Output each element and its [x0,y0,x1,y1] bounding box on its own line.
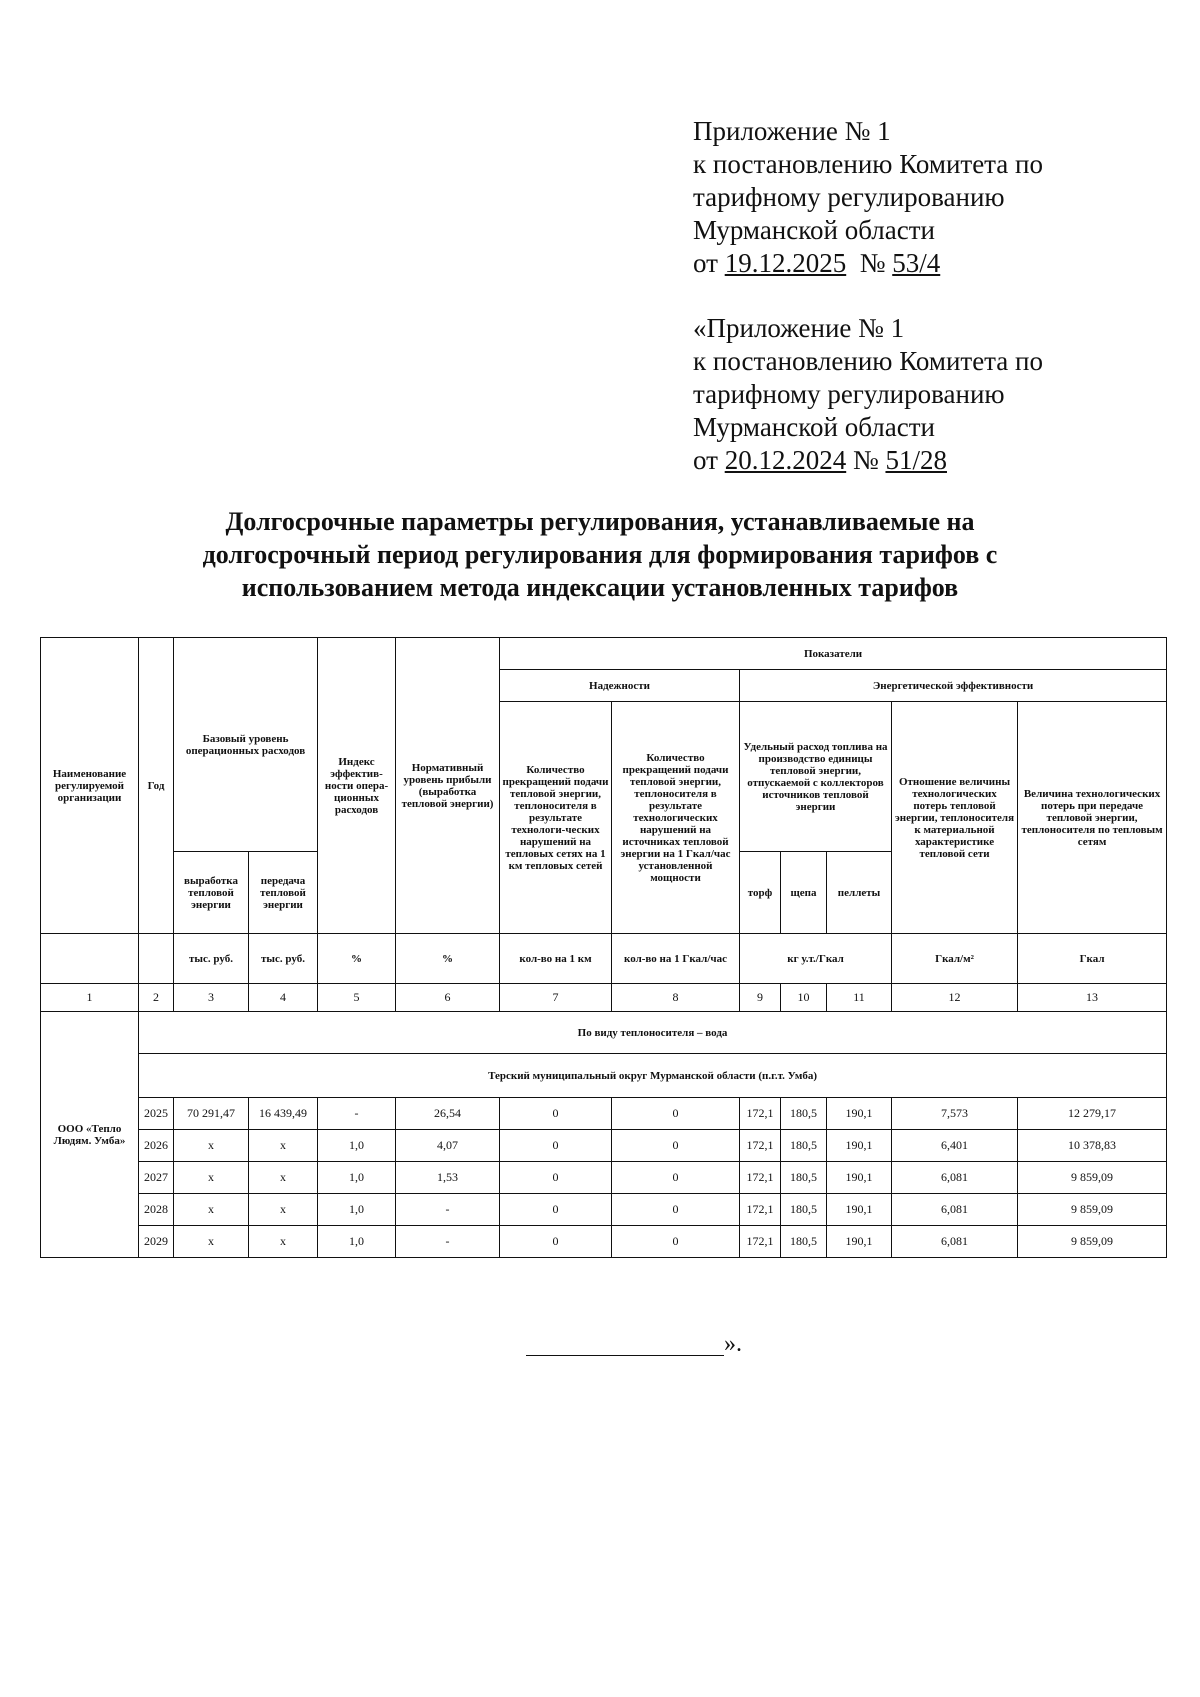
cell-pellets: 190,1 [827,1162,892,1194]
cell-trans: 16 439,49 [249,1098,318,1130]
cell-ratio: 7,573 [892,1098,1018,1130]
cell-net: 0 [500,1194,612,1226]
unit-empty [41,934,139,984]
cell-profit: 4,07 [396,1130,500,1162]
table-row [41,1226,1167,1258]
cell-src: 0 [612,1130,740,1162]
cell-year: 2029 [139,1226,174,1258]
appendix-line: к постановлению Комитета по [693,346,1043,376]
header-norm-profit: Нормативный уровень прибыли (выработка тепловой энергии) [396,638,500,934]
table-row [41,1098,1167,1130]
org-name-cell: ООО «Тепло Людям. Умба» [41,1012,139,1258]
header-reliability: Надежности [500,670,740,702]
title-line: использованием метода индексации установленных тарифов [241,573,959,602]
number-prefix: № [859,248,886,278]
cell-loss: 9 859,09 [1018,1226,1167,1258]
cell-ratio: 6,081 [892,1162,1018,1194]
unit-rel-src: кол-во на 1 Гкал/час [612,934,740,984]
appendix-header-new [693,115,1173,280]
cell-pellets: 190,1 [827,1226,892,1258]
appendix-number: 51/28 [885,445,947,475]
cell-profit: - [396,1194,500,1226]
closing-underline [526,1355,724,1356]
unit-fuel: кг у.т./Гкал [740,934,892,984]
unit-base-trans: тыс. руб. [249,934,318,984]
title-line: долгосрочный период регулирования для формирования тарифов с [202,540,998,569]
cell-eff: 1,0 [318,1130,396,1162]
cell-net: 0 [500,1162,612,1194]
cell-pellets: 190,1 [827,1194,892,1226]
cell-gen: 70 291,47 [174,1098,249,1130]
col-number: 4 [249,984,318,1012]
header-year: Год [139,638,174,934]
date-prefix: от [693,248,718,278]
cell-net: 0 [500,1098,612,1130]
cell-year: 2027 [139,1162,174,1194]
cell-loss: 9 859,09 [1018,1162,1167,1194]
appendix-date-line [693,444,1173,477]
header-base-gen: выработка тепловой энергии [174,852,249,934]
cell-trans: x [249,1130,318,1162]
cell-net: 0 [500,1226,612,1258]
number-prefix: № [852,445,879,475]
cell-eff: 1,0 [318,1162,396,1194]
cell-loss: 9 859,09 [1018,1194,1167,1226]
header-energy-eff: Энергетической эффективности [740,670,1167,702]
col-number: 13 [1018,984,1167,1012]
parameters-table [40,637,1167,1258]
header-base-trans: передача тепловой энергии [249,852,318,934]
header-loss-value: Величина технологических потерь при передаче тепловой энергии, теплоносителя по тепловым сетям [1018,702,1167,934]
appendix-number: 53/4 [892,248,941,278]
appendix-date: 19.12.2025 [724,248,847,278]
appendix-line: Мурманской области [693,215,935,245]
appendix-line: Приложение № 1 [693,116,891,146]
cell-ratio: 6,081 [892,1226,1018,1258]
closing-mark [526,1331,776,1361]
header-base-level: Базовый уровень операционных расходов [174,638,318,852]
appendix-header-old [693,312,1173,477]
cell-src: 0 [612,1194,740,1226]
cell-loss: 12 279,17 [1018,1098,1167,1130]
appendix-date: 20.12.2024 [724,445,847,475]
document-title [150,505,1050,604]
section-heat-carrier: По виду теплоносителя – вода [139,1012,1167,1054]
unit-base-gen: тыс. руб. [174,934,249,984]
cell-net: 0 [500,1130,612,1162]
cell-profit: - [396,1226,500,1258]
appendix-line: Мурманской области [693,412,935,442]
col-number: 7 [500,984,612,1012]
cell-src: 0 [612,1098,740,1130]
appendix-date-line [693,247,1173,280]
cell-year: 2028 [139,1194,174,1226]
appendix-line: «Приложение № 1 [693,313,905,343]
cell-peat: 172,1 [740,1194,781,1226]
header-rel-src: Количество прекращений подачи тепловой энергии, теплоносителя в результате технологических нарушений на источниках тепловой энергии на 1 Гкал/час установленной мощности [612,702,740,934]
cell-trans: x [249,1162,318,1194]
header-indicators: Показатели [500,638,1167,670]
date-prefix: от [693,445,718,475]
col-number: 8 [612,984,740,1012]
unit-loss-value: Гкал [1018,934,1167,984]
column-number-row [41,984,1167,1012]
col-number: 11 [827,984,892,1012]
cell-ratio: 6,081 [892,1194,1018,1226]
table-row [41,1130,1167,1162]
cell-src: 0 [612,1226,740,1258]
cell-profit: 26,54 [396,1098,500,1130]
cell-chips: 180,5 [781,1162,827,1194]
cell-chips: 180,5 [781,1098,827,1130]
closing-quote: ». [724,1331,742,1357]
table-row [41,1162,1167,1194]
cell-pellets: 190,1 [827,1130,892,1162]
col-number: 2 [139,984,174,1012]
cell-chips: 180,5 [781,1226,827,1258]
cell-gen: x [174,1130,249,1162]
cell-year: 2025 [139,1098,174,1130]
cell-chips: 180,5 [781,1130,827,1162]
cell-trans: x [249,1194,318,1226]
cell-src: 0 [612,1162,740,1194]
unit-norm-profit: % [396,934,500,984]
col-number: 5 [318,984,396,1012]
cell-trans: x [249,1226,318,1258]
header-fuel-peat: торф [740,852,781,934]
header-loss-ratio: Отношение величины технологических потерь тепловой энергии, теплоносителя к материальной характеристике тепловой сети [892,702,1018,934]
cell-peat: 172,1 [740,1098,781,1130]
col-number: 6 [396,984,500,1012]
header-rel-net: Количество прекращений подачи тепловой энергии, теплоносителя в результате технологи-ческих нарушений на тепловых сетях на 1 км тепловых сетей [500,702,612,934]
section-district: Терский муниципальный округ Мурманской области (п.г.т. Умба) [139,1054,1167,1098]
cell-peat: 172,1 [740,1130,781,1162]
appendix-line: к постановлению Комитета по [693,149,1043,179]
col-number: 9 [740,984,781,1012]
unit-empty [139,934,174,984]
cell-ratio: 6,401 [892,1130,1018,1162]
cell-year: 2026 [139,1130,174,1162]
cell-gen: x [174,1226,249,1258]
cell-peat: 172,1 [740,1162,781,1194]
unit-loss-ratio: Гкал/м² [892,934,1018,984]
cell-loss: 10 378,83 [1018,1130,1167,1162]
col-number: 3 [174,984,249,1012]
cell-eff: 1,0 [318,1194,396,1226]
header-org-name: Наименование регулируемой организации [41,638,139,934]
appendix-line: тарифному регулированию [693,182,1005,212]
col-number: 1 [41,984,139,1012]
title-line: Долгосрочные параметры регулирования, устанавливаемые на [225,507,975,536]
table-row [41,1194,1167,1226]
cell-peat: 172,1 [740,1226,781,1258]
cell-eff: - [318,1098,396,1130]
header-fuel-pellets: пеллеты [827,852,892,934]
header-eff-index: Индекс эффектив-ности опера-ционных расходов [318,638,396,934]
col-number: 12 [892,984,1018,1012]
header-fuel-chips: щепа [781,852,827,934]
appendix-line: тарифному регулированию [693,379,1005,409]
cell-gen: x [174,1194,249,1226]
header-fuel: Удельный расход топлива на производство единицы тепловой энергии, отпускаемой с коллекторов источников тепловой энергии [740,702,892,852]
cell-eff: 1,0 [318,1226,396,1258]
unit-eff-index: % [318,934,396,984]
cell-pellets: 190,1 [827,1098,892,1130]
cell-gen: x [174,1162,249,1194]
cell-profit: 1,53 [396,1162,500,1194]
col-number: 10 [781,984,827,1012]
unit-rel-net: кол-во на 1 км [500,934,612,984]
cell-chips: 180,5 [781,1194,827,1226]
